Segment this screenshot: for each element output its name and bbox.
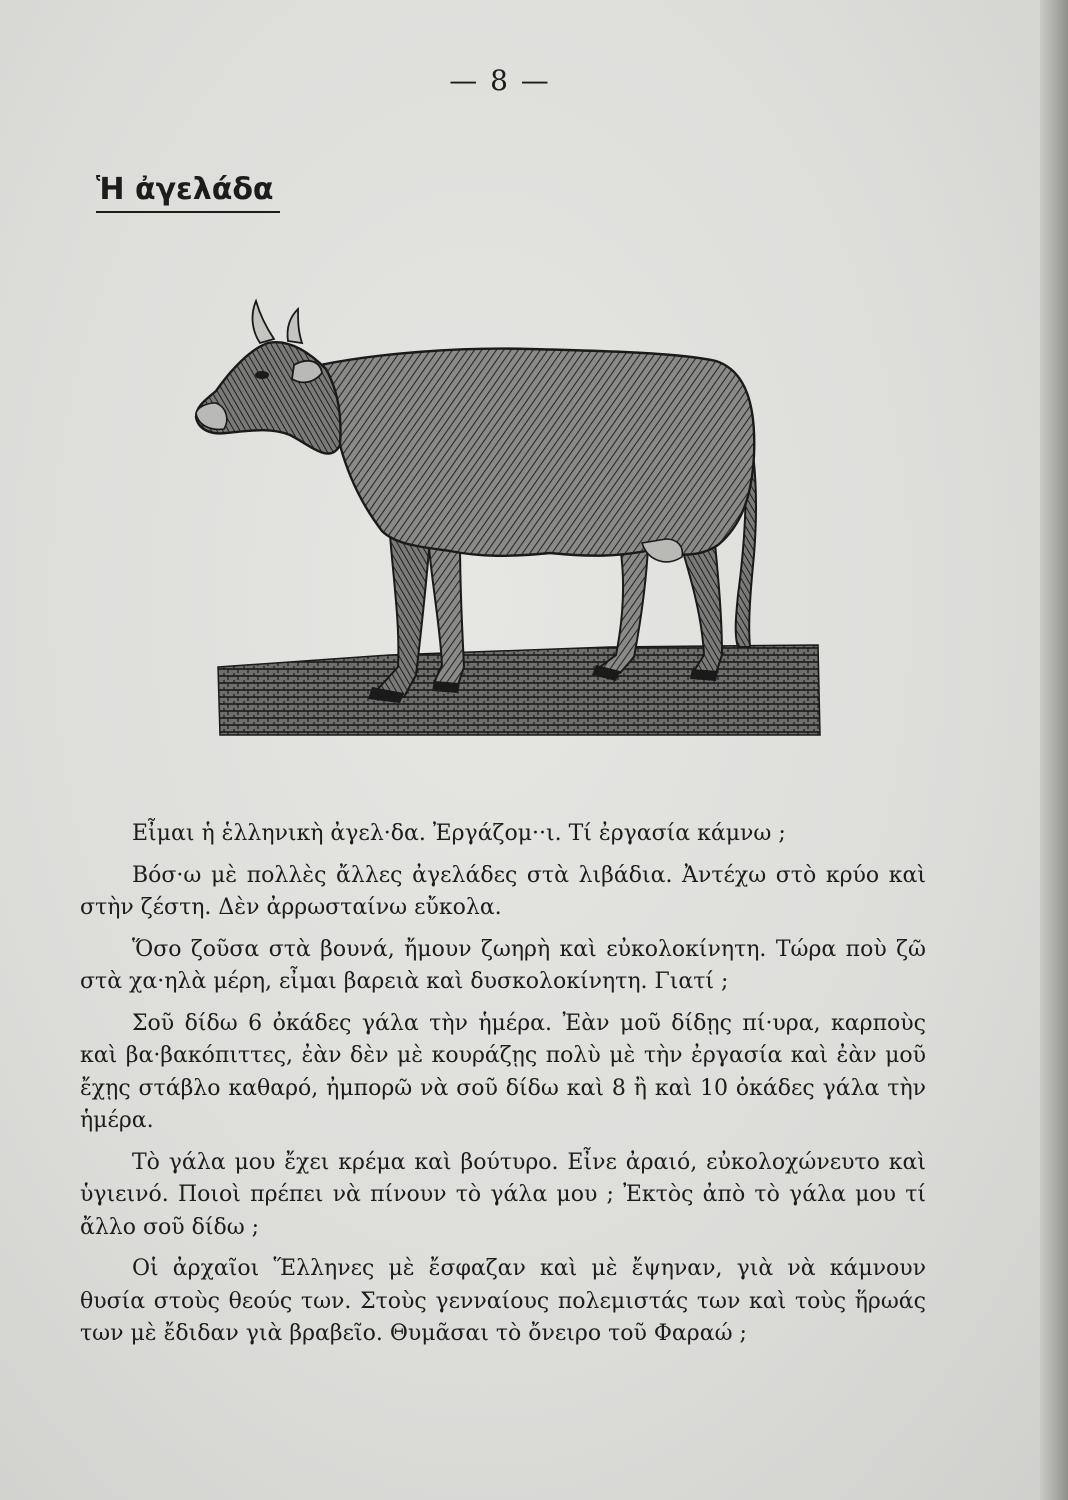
paragraph: Βόσ·ω μὲ πολλὲς ἄλλες ἀγελάδες στὰ λιβάδια. Ἀντέχω στὸ κρύο καὶ στὴν ζέστη. Δὲν ἀρρωσταίνω εὔκολα. xyxy=(80,862,926,920)
paragraph: Σοῦ δίδω 6 ὀκάδες γάλα τὴν ἡμέρα. Ἐὰν μοῦ δίδῃς πί·υρα, καρποὺς καὶ βα·βακόπιττες, ἐὰν δὲν μὲ κουράζῃς πολὺ μὲ τὴν ἐργασία καὶ ἐὰν μοῦ ἔχῃς στάβλο καθαρό, ἠμπορῶ νὰ σοῦ δίδω καὶ 8 ἢ καὶ 10 ὀκάδες γάλα τὴν ἡμέρα. xyxy=(80,1010,926,1133)
cow-horn-right xyxy=(287,309,302,343)
paragraph: Ὅσο ζοῦσα στὰ βουνά, ἤμουν ζωηρὴ καὶ εὐκολοκίνητη. Τώρα ποὺ ζῶ στὰ χα·ηλὰ μέρη, εἶμαι βαρειὰ καὶ δυσκολοκίνητη. Γιατί ; xyxy=(80,936,926,994)
paragraph: Τὸ γάλα μου ἔχει κρέμα καὶ βούτυρο. Εἶνε ἀραιό, εὐκολοχώνευτο καὶ ὑγιεινό. Ποιοὶ πρέπει νὰ πίνουν τὸ γάλα μου ; Ἐκτὸς ἀπὸ τὸ γάλα μου τί ἄλλο σοῦ δίδω ; xyxy=(80,1149,926,1240)
paragraph: Οἱ ἀρχαῖοι Ἕλληνες μὲ ἔσφαζαν καὶ μὲ ἔψηναν, γιὰ νὰ κάμνουν θυσία στοὺς θεούς των. Στοὺς γενναίους πολεμιστάς των καὶ τοὺς ἥρωάς των μὲ ἔδιδαν γιὰ βραβεῖο. Θυμᾶσαι τὸ ὄνειρο τοῦ Φαραώ ; xyxy=(80,1256,926,1346)
cow-body xyxy=(320,349,754,556)
page-edge-shadow xyxy=(1040,0,1068,1500)
cow-hoof xyxy=(432,681,460,693)
page-title: Ἡ ἀγελάδα xyxy=(96,172,280,213)
ground-patch xyxy=(218,645,820,735)
page-number: — 8 — xyxy=(449,64,551,97)
body-text xyxy=(80,818,926,1351)
cow-hoof xyxy=(690,669,718,681)
cow-head xyxy=(196,342,340,453)
cow-illustration xyxy=(190,295,830,745)
cow-horn-left xyxy=(253,301,274,343)
paragraph: Εἶμαι ἡ ἑλληνικὴ ἀγελ·δα. Ἐργάζομ··ι. Τί ἐργασία κάμνω ; xyxy=(132,821,786,846)
cow-eye xyxy=(255,371,269,379)
